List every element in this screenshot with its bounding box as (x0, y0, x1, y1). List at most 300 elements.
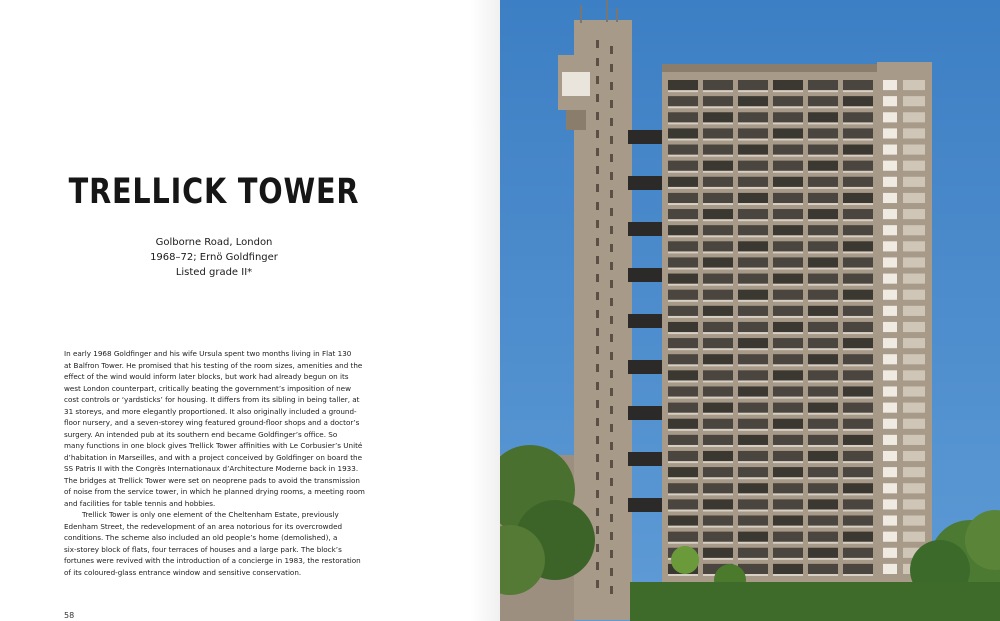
balcony-rail (808, 477, 838, 479)
balcony-rail (668, 429, 698, 431)
balcony-rail (808, 284, 838, 286)
flat-window (668, 386, 698, 397)
balcony-rail (668, 574, 698, 576)
listing-line: Listed grade II* (175, 267, 253, 278)
balcony-rail (843, 300, 873, 302)
flat-window (703, 435, 733, 446)
stair-core-window (903, 80, 925, 90)
service-tower-slit (610, 118, 613, 126)
service-tower-slit (610, 190, 613, 198)
flat-window (808, 548, 838, 559)
flat-window (843, 532, 873, 543)
balcony-rail (703, 268, 733, 270)
balcony-rail (843, 251, 873, 253)
flat-window (773, 548, 803, 559)
flat-window (773, 145, 803, 156)
flat-window (703, 483, 733, 494)
flat-window (703, 548, 733, 559)
body-line: effect of the wind would inform later blocks, but work had already begun on its (64, 372, 349, 381)
flat-window (773, 177, 803, 188)
balcony-rail (773, 219, 803, 221)
balcony-rail (773, 268, 803, 270)
stair-core-top (877, 62, 932, 74)
balcony-rail (738, 122, 768, 124)
flat-window (738, 532, 768, 543)
flat-window (738, 241, 768, 252)
flat-window (703, 515, 733, 526)
stair-core-window (883, 548, 897, 558)
balcony-rail (808, 542, 838, 544)
stair-core-window (883, 451, 897, 461)
gutter-shadow (470, 0, 500, 621)
stair-core-window (883, 322, 897, 332)
flat-window (703, 80, 733, 91)
service-tower-slit (596, 328, 599, 336)
flat-window (843, 80, 873, 91)
flat-window (773, 306, 803, 317)
balcony-rail (843, 509, 873, 511)
balcony-rail (668, 364, 698, 366)
flat-window (738, 306, 768, 317)
stair-core-window (883, 338, 897, 348)
flat-window (843, 241, 873, 252)
flat-window (843, 403, 873, 414)
flat-window (808, 145, 838, 156)
balcony-rail (703, 171, 733, 173)
balcony-rail (668, 90, 698, 92)
balcony-rail (808, 235, 838, 237)
flat-window (843, 338, 873, 349)
tower-photograph (500, 0, 1000, 621)
balcony-rail (738, 187, 768, 189)
balcony-rail (808, 348, 838, 350)
balcony-rail (703, 332, 733, 334)
flat-window (843, 145, 873, 156)
right-page-photo (500, 0, 1000, 621)
flat-window (808, 306, 838, 317)
flat-window (843, 515, 873, 526)
flat-window (738, 193, 768, 204)
service-tower-slit (610, 406, 613, 414)
balcony-rail (668, 509, 698, 511)
service-tower-slit (596, 418, 599, 426)
flat-window (808, 80, 838, 91)
balcony-rail (843, 139, 873, 141)
flat-window (668, 370, 698, 381)
flat-window (843, 322, 873, 333)
service-tower-slit (596, 310, 599, 318)
balcony-rail (843, 203, 873, 205)
flat-window (668, 483, 698, 494)
flat-window (703, 467, 733, 478)
flat-window (773, 564, 803, 575)
body-line: many functions in one block gives Trellick Tower affinities with Le Corbusier’s Unité (64, 441, 363, 450)
flat-window (738, 177, 768, 188)
access-bridge (628, 314, 662, 328)
service-tower-slit (610, 154, 613, 162)
balcony-rail (738, 477, 768, 479)
balcony-rail (668, 139, 698, 141)
balcony-rail (773, 155, 803, 157)
balcony-rail (773, 429, 803, 431)
flat-window (738, 370, 768, 381)
balcony-rail (668, 348, 698, 350)
flat-window (668, 257, 698, 268)
stair-core-window (903, 451, 925, 461)
balcony-rail (703, 316, 733, 318)
flat-window (738, 483, 768, 494)
stair-core-window (903, 499, 925, 509)
balcony-rail (773, 235, 803, 237)
flat-window (703, 177, 733, 188)
balcony-rail (808, 139, 838, 141)
access-bridge (628, 176, 662, 190)
service-tower-slit (610, 334, 613, 342)
balcony-rail (738, 251, 768, 253)
balcony-rail (738, 558, 768, 560)
balcony-rail (773, 300, 803, 302)
balcony-rail (773, 122, 803, 124)
flat-window (738, 80, 768, 91)
balcony-rail (738, 106, 768, 108)
balcony-rail (808, 445, 838, 447)
stair-core-window (883, 483, 897, 493)
flat-window (703, 209, 733, 220)
flat-window (773, 274, 803, 285)
flat-window (668, 532, 698, 543)
balcony-rail (773, 380, 803, 382)
flat-window (668, 112, 698, 123)
balcony-rail (703, 187, 733, 189)
flat-window (808, 403, 838, 414)
balcony-rail (668, 380, 698, 382)
service-tower-slit (596, 544, 599, 552)
flat-window (738, 145, 768, 156)
flat-window (703, 386, 733, 397)
balcony-rail (808, 558, 838, 560)
flat-window (703, 257, 733, 268)
flat-window (773, 370, 803, 381)
stair-core-window (883, 274, 897, 284)
flat-window (843, 548, 873, 559)
flat-window (843, 96, 873, 107)
stair-core-window (903, 274, 925, 284)
antenna (606, 0, 608, 22)
service-tower-slit (596, 508, 599, 516)
service-tower-slit (596, 94, 599, 102)
service-tower-slit (610, 424, 613, 432)
service-tower-slit (610, 568, 613, 576)
balcony-rail (843, 171, 873, 173)
body-line: Trellick Tower is only one element of the Cheltenham Estate, previously (82, 510, 339, 519)
balcony-rail (703, 300, 733, 302)
balcony-rail (703, 445, 733, 447)
flat-window (703, 96, 733, 107)
boiler-house-window (562, 72, 590, 96)
balcony-rail (808, 574, 838, 576)
flat-window (773, 338, 803, 349)
balcony-rail (773, 139, 803, 141)
flat-window (843, 128, 873, 139)
flat-window (703, 112, 733, 123)
balcony-rail (738, 526, 768, 528)
flat-window (738, 467, 768, 478)
stair-core-window (883, 435, 897, 445)
flat-window (668, 177, 698, 188)
flat-window (738, 209, 768, 220)
body-line: and facilities for table tennis and hobbies. (64, 498, 216, 508)
stair-core-window (883, 241, 897, 251)
service-tower-slit (610, 532, 613, 540)
flat-window (738, 161, 768, 172)
flat-window (738, 403, 768, 414)
flat-window (703, 128, 733, 139)
balcony-rail (773, 106, 803, 108)
balcony-rail (668, 251, 698, 253)
balcony-rail (773, 493, 803, 495)
body-line: 31 storeys, and more elegantly proportioned. It also originally included a ground- (64, 406, 357, 416)
flat-window (808, 419, 838, 430)
balcony-rail (668, 203, 698, 205)
stair-core-window (903, 483, 925, 493)
flat-window (668, 128, 698, 139)
balcony-rail (738, 493, 768, 495)
body-line: fortunes were revived with the introduction of a concierge in 1983, the restoration (64, 556, 361, 565)
balcony-rail (703, 397, 733, 399)
access-bridge (628, 452, 662, 466)
flat-window (843, 483, 873, 494)
body-line: Edenham Street, the redevelopment of an area notorious for its overcrowded (64, 521, 343, 531)
balcony-rail (843, 122, 873, 124)
flat-window (738, 96, 768, 107)
stair-core-window (903, 435, 925, 445)
stair-core-window (883, 467, 897, 477)
balcony-rail (843, 542, 873, 544)
flat-window (773, 354, 803, 365)
balcony-rail (773, 413, 803, 415)
balcony-rail (843, 284, 873, 286)
balcony-rail (843, 90, 873, 92)
balcony-rail (808, 364, 838, 366)
service-tower-slit (596, 292, 599, 300)
tree-foliage (671, 546, 699, 574)
balcony-rail (843, 574, 873, 576)
body-line: In early 1968 Goldfinger and his wife Ursula spent two months living in Flat 130 (64, 349, 352, 358)
balcony-rail (703, 526, 733, 528)
balcony-rail (703, 493, 733, 495)
stair-core-window (903, 354, 925, 364)
balcony-rail (668, 397, 698, 399)
balcony-rail (773, 445, 803, 447)
balcony-rail (703, 429, 733, 431)
flat-window (703, 451, 733, 462)
balcony-rail (773, 364, 803, 366)
balcony-rail (738, 284, 768, 286)
balcony-rail (843, 477, 873, 479)
flat-window (808, 193, 838, 204)
flat-window (808, 112, 838, 123)
balcony-rail (668, 268, 698, 270)
flat-window (668, 290, 698, 301)
balcony-rail (668, 461, 698, 463)
flat-window (703, 274, 733, 285)
balcony-rail (703, 364, 733, 366)
stair-core-window (903, 145, 925, 155)
balcony-rail (773, 203, 803, 205)
service-tower-slit (596, 274, 599, 282)
balcony-rail (843, 332, 873, 334)
body-line: of noise from the service tower, in which he planned drying rooms, a meeting room (64, 487, 365, 496)
balcony-rail (703, 461, 733, 463)
flat-window (808, 435, 838, 446)
flat-window (668, 161, 698, 172)
stair-core-window (903, 209, 925, 219)
flat-window (668, 145, 698, 156)
balcony-rail (808, 155, 838, 157)
balcony-rail (703, 413, 733, 415)
flat-window (808, 96, 838, 107)
flat-window (738, 354, 768, 365)
flat-window (738, 548, 768, 559)
flat-window (703, 225, 733, 236)
antenna (616, 8, 618, 22)
stair-core-window (903, 290, 925, 300)
service-tower-slit (596, 238, 599, 246)
flat-window (703, 322, 733, 333)
stair-core-window (903, 338, 925, 348)
flat-window (738, 515, 768, 526)
flat-window (773, 435, 803, 446)
flat-window (808, 532, 838, 543)
balcony-rail (738, 332, 768, 334)
balcony-rail (738, 219, 768, 221)
flat-window (773, 128, 803, 139)
balcony-rail (738, 413, 768, 415)
service-tower-slit (610, 460, 613, 468)
flat-window (703, 193, 733, 204)
flat-window (668, 338, 698, 349)
balcony-rail (773, 397, 803, 399)
flat-window (738, 451, 768, 462)
service-tower-slit (596, 112, 599, 120)
flat-window (703, 241, 733, 252)
stair-core-window (883, 257, 897, 267)
balcony-rail (703, 219, 733, 221)
stair-core-window (883, 209, 897, 219)
flat-window (738, 338, 768, 349)
service-tower-slit (596, 58, 599, 66)
balcony-rail (843, 235, 873, 237)
balcony-rail (703, 558, 733, 560)
body-line: d’habitation in Marseilles, and with a project conceived by Goldfinger on board the (64, 452, 362, 462)
balcony-rail (773, 251, 803, 253)
access-bridge (628, 498, 662, 512)
balcony-rail (668, 235, 698, 237)
service-tower-slit (596, 490, 599, 498)
balcony-rail (808, 526, 838, 528)
stair-core-window (883, 354, 897, 364)
flat-window (668, 306, 698, 317)
balcony-rail (808, 106, 838, 108)
flat-window (808, 225, 838, 236)
flat-window (808, 274, 838, 285)
stair-core-window (883, 145, 897, 155)
balcony-rail (843, 429, 873, 431)
stair-core-window (903, 370, 925, 380)
service-tower-slit (610, 586, 613, 594)
stair-core-window (883, 96, 897, 106)
stair-core-window (883, 128, 897, 138)
balcony-rail (703, 203, 733, 205)
service-tower-slit (610, 514, 613, 522)
balcony-rail (843, 526, 873, 528)
stair-core-window (883, 177, 897, 187)
service-tower-slit (610, 388, 613, 396)
balcony-rail (703, 509, 733, 511)
stair-core-window (883, 161, 897, 171)
balcony-rail (668, 106, 698, 108)
flat-window (808, 257, 838, 268)
balcony-rail (843, 106, 873, 108)
balcony-rail (668, 413, 698, 415)
service-tower-slit (596, 472, 599, 480)
flat-window (843, 274, 873, 285)
flat-window (668, 80, 698, 91)
balcony-rail (738, 300, 768, 302)
balcony-rail (703, 542, 733, 544)
service-tower-slit (596, 220, 599, 228)
balcony-rail (738, 235, 768, 237)
flat-window (738, 128, 768, 139)
balcony-rail (703, 139, 733, 141)
flat-window (703, 370, 733, 381)
service-tower-slit (596, 400, 599, 408)
flat-window (773, 515, 803, 526)
flat-window (773, 499, 803, 510)
balcony-rail (738, 90, 768, 92)
balcony-rail (773, 187, 803, 189)
flat-window (668, 96, 698, 107)
flat-window (773, 451, 803, 462)
flat-window (843, 467, 873, 478)
flat-window (808, 338, 838, 349)
flat-window (703, 532, 733, 543)
balcony-rail (843, 413, 873, 415)
service-tower-slit (596, 454, 599, 462)
balcony-rail (668, 122, 698, 124)
balcony-rail (773, 509, 803, 511)
balcony-rail (668, 493, 698, 495)
flat-window (668, 225, 698, 236)
balcony-rail (703, 122, 733, 124)
balcony-rail (738, 316, 768, 318)
balcony-rail (808, 268, 838, 270)
service-tower-slit (610, 136, 613, 144)
flat-window (843, 209, 873, 220)
flat-window (703, 161, 733, 172)
body-line: west London counterpart, critically beating the government’s imposition of new (64, 383, 351, 393)
balcony-rail (843, 187, 873, 189)
flat-window (773, 241, 803, 252)
flat-window (843, 451, 873, 462)
balcony-rail (773, 526, 803, 528)
flat-window (703, 306, 733, 317)
flat-window (703, 354, 733, 365)
balcony-rail (808, 397, 838, 399)
balcony-rail (843, 219, 873, 221)
balcony-rail (843, 155, 873, 157)
balcony-rail (808, 187, 838, 189)
